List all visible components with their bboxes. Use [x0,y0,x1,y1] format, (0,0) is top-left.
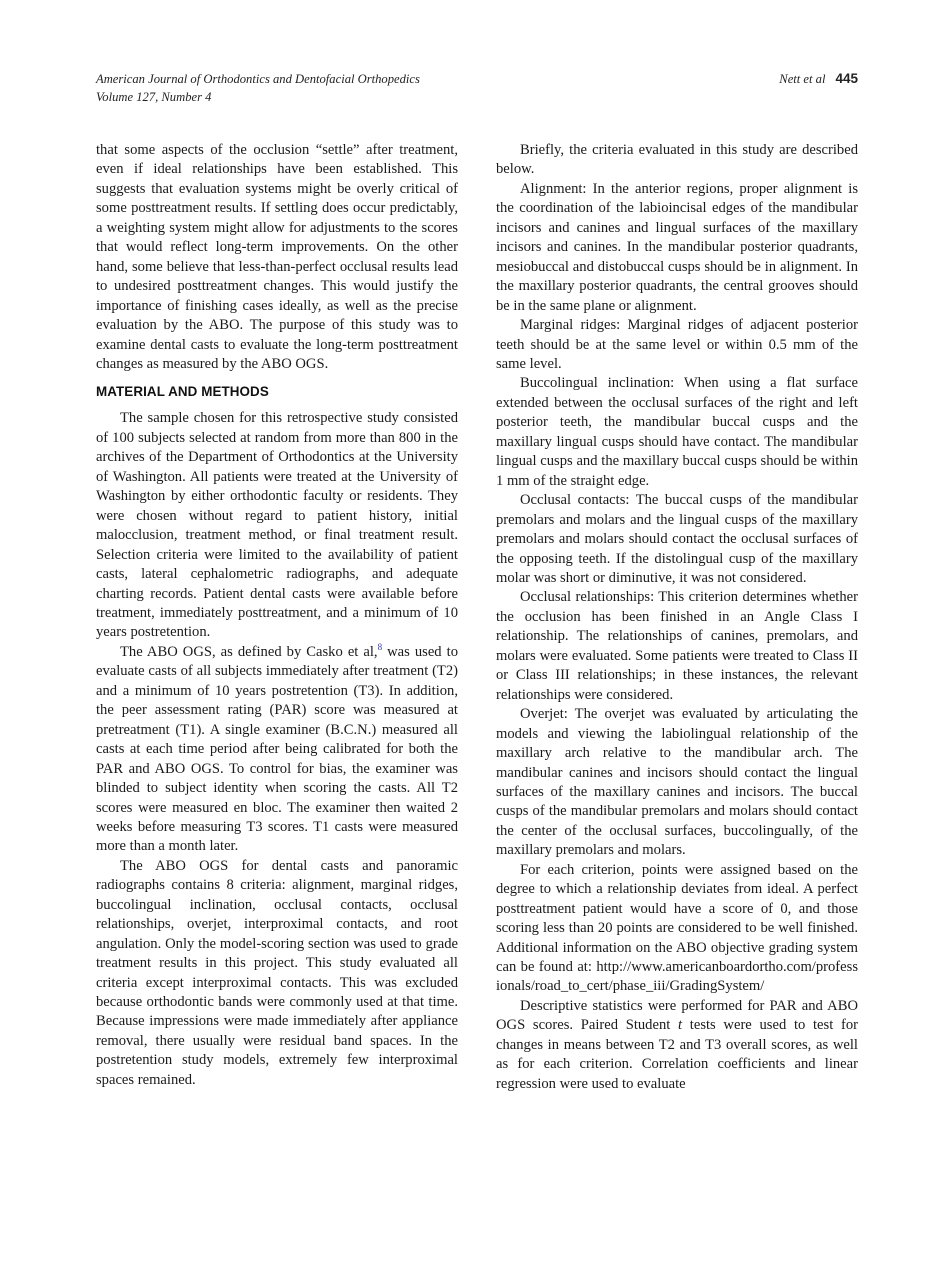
page-number: 445 [835,71,858,86]
reference-link-8[interactable]: 8 [377,642,383,653]
paragraph-statistics-rest: tests were used to test for changes in means between T2 and T3 overall scores, as well as for each criterion. Correlation coefficients and linear regression were used to evaluate [496,1017,858,1092]
paragraph-marginal-ridges: Marginal ridges: Marginal ridges of adjacent posterior teeth should be at the same level or within 0.5 mm of the same level. [496,317,858,372]
section-heading-material-methods: MATERIAL AND METHODS [96,384,269,400]
paragraph-points-text: For each criterion, points were assigned based on the degree to which a relationship deviates from ideal. A perfect posttreatment patient would have a score of 0, and those scoring less than 20 points are considered to be well finished. Additional information on the ABO objective grading system can be found at: [496,861,858,976]
intro-paragraph: that some aspects of the occlusion “settle” after treatment, even if ideal relationships have been established. This suggests that evaluation systems might be overly critical of some posttreatment results. If settling does occur predictably, a weighting system might allow for adjustments to the scores that would reflect long-term improvements. On the other hand, some believe that less-than-perfect occlusal results lead to undesired posttreatment changes. This would justify the importance of finishing cases ideally, as well as the precise evaluation by the ABO. The purpose of this study was to examine dental casts to evaluate the long-term posttreatment changes as measured by the ABO OGS. [96,142,458,372]
journal-info [96,70,420,106]
right-column [496,141,858,1094]
paragraph-abo-ogs-start: The ABO OGS, as defined by Casko et al, [120,643,378,660]
grading-system-url[interactable]: http://www.americanboardortho.com/professionals/road_to_cert/phase_iii/GradingSystem/ [496,959,858,995]
paragraph-sample: The sample chosen for this retrospective study consisted of 100 subjects selected at random from more than 800 in the archives of the Department of Orthodontics at the University of Washington. All patients were treated at the University of Washington by either orthodontic faculty or residents. They were chosen without regard to patient history, initial malocclusion, treatment method, or final treatment result. Selection criteria were limited to the availability of patient casts, lateral cephalometric radiographs, and adequate charting records. Patient dental casts were available before treatment, immediately posttreatment, and a minimum of 10 years postretention. [96,410,458,641]
paragraph-statistics-start: Descriptive statistics were performed for PAR and ABO OGS scores. Paired Student [496,997,858,1034]
paragraph-criteria: The ABO OGS for dental casts and panoramic radiographs contains 8 criteria: alignment, marginal ridges, buccolingual inclination, occlusal contacts, occlusal relationships, overjet, interproximal contacts, and root angulation. Only the model-scoring section was used to grade treatment results in this project. This study evaluated all criteria except interproximal contacts. This was excluded because orthodontic bands were commonly used at that time. Because impressions were made immediately after appliance removal, there usually were residual band spaces. In the postretention study models, extremely few interproximal spaces remained. [96,857,458,1088]
left-column [96,141,458,1090]
paragraph-statistics [496,997,858,1094]
paragraph-buccolingual-inclination: Buccolingual inclination: When using a flat surface extended between the occlusal surfaces of the right and left posterior teeth, the mandibular buccal cusps and the maxillary lingual cusps should have contact. The mandibular lingual cusps and the maxillary buccal cusps should be within 1 mm of the straight edge. [496,375,858,489]
paragraph-alignment: Alignment: In the anterior regions, proper alignment is the coordination of the labioincisal edges of the mandibular incisors and canines and lingual surfaces of the maxillary incisors and canines. In the mandibular posterior quadrants, mesiobuccal and distobuccal cusps should be in alignment. In the maxillary posterior quadrants, the central grooves should be in the same plane or alignment. [496,180,858,314]
paragraph-overjet: Overjet: The overjet was evaluated by articulating the models and viewing the labiolingual relationship of the maxillary arch relative to the mandibular arch. The mandibular canines and incisors should contact the lingual surfaces of the maxillary canines and incisors. The buccal cusps of the mandibular premolars and molars should contact the center of the occlusal surfaces, buccolingually, of the maxillary premolars and molars. [496,706,858,859]
t-test-italic: t [678,1017,683,1034]
author-running-title: Nett et al [779,72,826,86]
journal-volume: Volume 127, Number 4 [96,90,212,104]
paragraph-abo-ogs [96,643,458,857]
paragraph-abo-ogs-rest: was used to evaluate casts of all subjects immediately after treatment (T2) and a minimum of 10 years postretention (T3). In addition, the peer assessment rating (PAR) score was measured at pretreatment (T1). A single examiner (B.C.N.) measured all casts at each time period after being calibrated for both the PAR and ABO OGS. To control for bias, the examiner was blinded to subject identity when scoring the casts. All T2 scores were measured en bloc. The examiner then waited 2 weeks before measuring T3 scores. T1 casts were measured more than a month later. [96,643,458,855]
journal-title: American Journal of Orthodontics and Dentofacial Orthopedics [96,72,420,86]
paragraph-occlusal-contacts: Occlusal contacts: The buccal cusps of the mandibular premolars and molars and the lingual cusps of the maxillary premolars and molars should contact the occlusal surfaces of the opposing teeth. If the distolingual cusp of the maxillary molar was short or diminutive, it was not considered. [496,492,858,586]
paragraph-briefly: Briefly, the criteria evaluated in this study are described below. [496,142,858,178]
page-info [779,70,858,88]
paragraph-occlusal-relationships: Occlusal relationships: This criterion determines whether the occlusion has been finished in an Angle Class I relationship. The relationships of canines, premolars, and molars were evaluated. Some patients were treated to Class II or Class III relationships; in these instances, the relevant relationships were considered. [496,589,858,703]
paragraph-points [496,861,858,997]
